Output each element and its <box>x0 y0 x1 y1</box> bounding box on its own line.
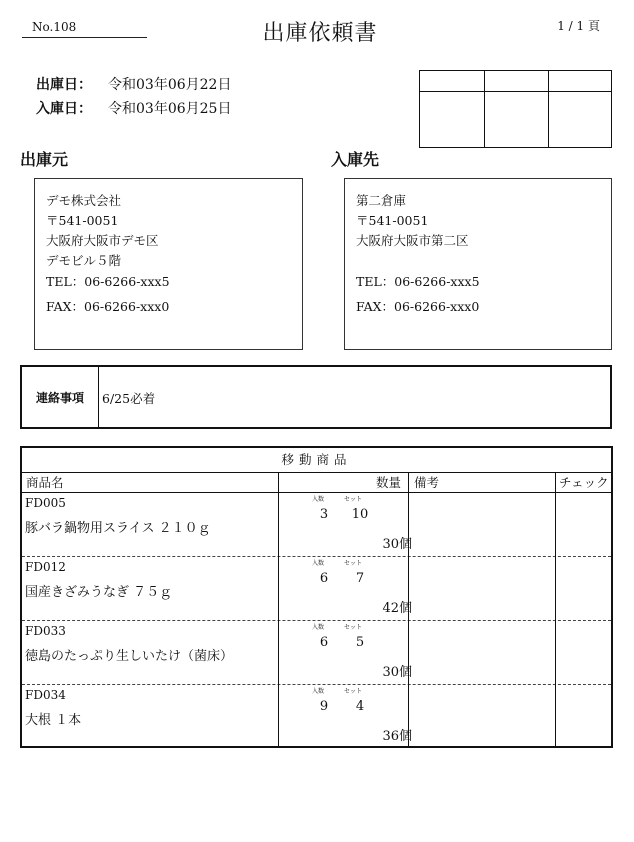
product-name: 国産きざみうなぎ ７５ｇ <box>25 585 173 600</box>
origin-company: デモ株式会社 <box>46 193 122 208</box>
table-row <box>22 557 611 621</box>
ship-date-value: 令和03年06月22日 <box>108 77 232 93</box>
product-name: 大根 １本 <box>25 713 82 728</box>
sets-label: セット <box>344 688 363 695</box>
product-name: 豚バラ鍋物用スライス ２１０ｇ <box>25 521 211 536</box>
destination-address-line1: 大阪府大阪市第二区 <box>356 233 469 248</box>
per-set-label: 入数 <box>312 688 325 695</box>
per-set-value: 9 <box>319 699 329 714</box>
column-header-check: チェック <box>559 475 609 490</box>
sets-value: 5 <box>355 635 365 650</box>
per-set-value: 3 <box>319 507 329 522</box>
table-row <box>22 685 611 749</box>
destination-company: 第二倉庫 <box>356 193 407 208</box>
origin-address-box <box>34 178 303 350</box>
table-row <box>22 493 611 557</box>
origin-address-line2: デモビル５階 <box>46 253 122 268</box>
product-code: FD034 <box>25 688 66 702</box>
per-set-label: 入数 <box>312 624 325 631</box>
contact-notes-label: 連絡事項 <box>22 367 99 427</box>
destination-fax: FAX：06-6266-xxx0 <box>356 299 480 314</box>
product-name: 徳島のたっぷり生しいたけ（菌床） <box>25 649 234 664</box>
ship-date-row <box>36 74 231 94</box>
contact-notes-box <box>20 365 612 429</box>
column-header-product: 商品名 <box>26 475 64 490</box>
column-header-quantity: 数量 <box>376 475 402 490</box>
per-set-value: 6 <box>319 635 329 650</box>
product-code: FD033 <box>25 624 66 638</box>
origin-fax: FAX：06-6266-xxx0 <box>46 299 170 314</box>
sets-value: 10 <box>351 507 369 522</box>
origin-tel: TEL：06-6266-xxx5 <box>46 274 170 289</box>
destination-heading: 入庫先 <box>331 150 380 169</box>
sets-label: セット <box>344 496 363 503</box>
ship-date-label: 出庫日： <box>36 77 92 93</box>
arrival-date-value: 令和03年06月25日 <box>108 101 232 117</box>
destination-postal: 〒541-0051 <box>356 213 429 228</box>
origin-address-line1: 大阪府大阪市デモ区 <box>46 233 159 248</box>
items-table-title: 移動商品 <box>22 448 611 473</box>
column-header-remarks: 備考 <box>414 475 440 490</box>
per-set-label: 入数 <box>312 496 325 503</box>
sets-value: 7 <box>355 571 365 586</box>
quantity-value: 30個 <box>382 665 412 680</box>
sets-label: セット <box>344 560 363 567</box>
contact-notes-text: 6/25必着 <box>102 391 156 406</box>
per-set-label: 入数 <box>312 560 325 567</box>
items-table <box>20 446 613 748</box>
product-code: FD012 <box>25 560 66 574</box>
arrival-date-row <box>36 98 231 118</box>
destination-address-box <box>344 178 612 350</box>
document-number: No.108 <box>22 20 147 38</box>
table-row <box>22 621 611 685</box>
sets-value: 4 <box>355 699 365 714</box>
sets-label: セット <box>344 624 363 631</box>
page-number: 1 / 1 頁 <box>557 19 600 33</box>
destination-tel: TEL：06-6266-xxx5 <box>356 274 480 289</box>
per-set-value: 6 <box>319 571 329 586</box>
quantity-value: 36個 <box>382 729 412 744</box>
product-code: FD005 <box>25 496 66 510</box>
origin-heading: 出庫元 <box>20 150 69 169</box>
approval-stamp-box <box>419 70 612 148</box>
origin-postal: 〒541-0051 <box>46 213 119 228</box>
document-title: 出庫依頼書 <box>262 21 378 46</box>
quantity-value: 30個 <box>382 537 412 552</box>
quantity-value: 42個 <box>382 601 412 616</box>
arrival-date-label: 入庫日： <box>36 101 92 117</box>
